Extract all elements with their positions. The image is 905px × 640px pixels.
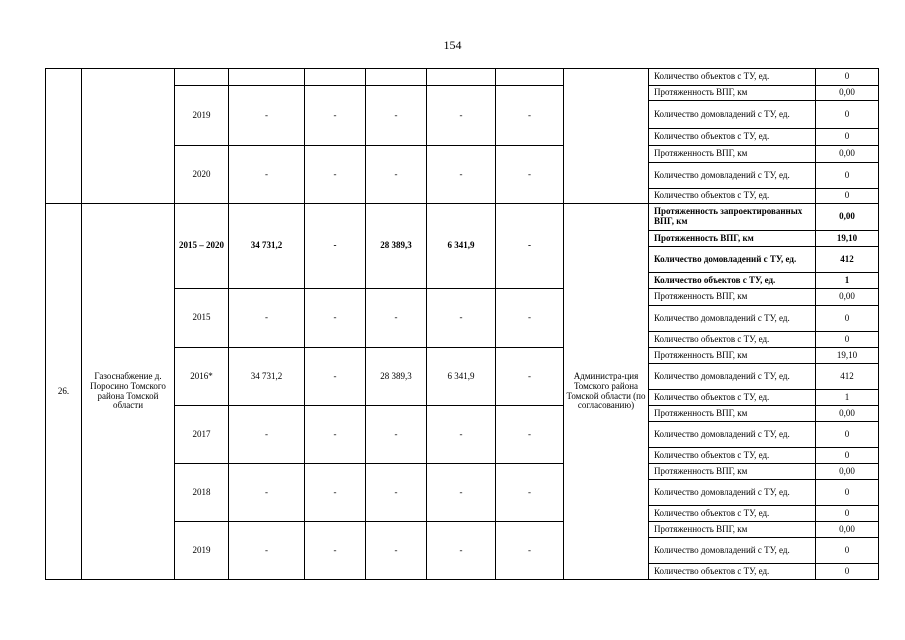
indicator-label: Количество объектов с ТУ, ед. [649,129,816,146]
indicator-value: 19,10 [816,231,879,247]
cell-period: 2016* [175,348,229,406]
cell-reg [366,69,427,86]
cell-loc: 6 341,9 [427,348,496,406]
indicator-value: 0 [816,538,879,564]
indicator-label: Количество домовладений с ТУ, ед. [649,364,816,390]
indicator-value: 0 [816,332,879,348]
cell-extra: - [496,204,564,289]
cell-extra: - [496,348,564,406]
cell-total: - [229,146,305,204]
indicator-value: 0 [816,448,879,464]
cell-extra: - [496,464,564,522]
indicator-value: 0 [816,163,879,189]
cell-reg: 28 389,3 [366,204,427,289]
cell-total [229,69,305,86]
table-row [46,204,879,231]
cell-fed: - [305,348,366,406]
page-number: 154 [443,38,462,52]
indicator-label: Количество объектов с ТУ, ед. [649,189,816,204]
cell-fed: - [305,289,366,348]
cell-extra: - [496,289,564,348]
indicator-label: Количество объектов с ТУ, ед. [649,332,816,348]
indicator-value: 0,00 [816,86,879,101]
indicator-label: Протяженность ВПГ, км [649,86,816,101]
indicator-value: 0,00 [816,289,879,306]
cell-total: 34 731,2 [229,348,305,406]
cell-period: 2017 [175,406,229,464]
cell-reg: - [366,146,427,204]
cell-customer-prev [564,69,649,204]
indicator-label: Протяженность запроектированных ВПГ, км [649,204,816,231]
cell-loc: - [427,522,496,580]
indicator-value: 0,00 [816,406,879,422]
indicator-value: 0,00 [816,204,879,231]
indicator-label: Количество объектов с ТУ, ед. [649,564,816,580]
indicator-label: Количество домовладений с ТУ, ед. [649,101,816,129]
cell-extra: - [496,146,564,204]
program-table [45,68,879,580]
cell-extra: - [496,406,564,464]
indicator-label: Протяженность ВПГ, км [649,231,816,247]
project-number: 26. [46,204,82,580]
cell-fed: - [305,204,366,289]
cell-extra: - [496,522,564,580]
cell-fed: - [305,86,366,146]
indicator-label: Протяженность ВПГ, км [649,289,816,306]
indicator-value: 0,00 [816,522,879,538]
indicator-label: Протяженность ВПГ, км [649,348,816,364]
cell-fed: - [305,406,366,464]
cell-period [175,69,229,86]
indicator-value: 0 [816,69,879,86]
indicator-label: Количество домовладений с ТУ, ед. [649,163,816,189]
indicator-value: 19,10 [816,348,879,364]
cell-loc [427,69,496,86]
cell-loc: - [427,406,496,464]
indicator-label: Протяженность ВПГ, км [649,406,816,422]
indicator-label: Протяженность ВПГ, км [649,522,816,538]
cell-extra [496,69,564,86]
cell-fed: - [305,146,366,204]
indicator-label: Количество объектов с ТУ, ед. [649,390,816,406]
indicator-label: Количество объектов с ТУ, ед. [649,448,816,464]
cell-reg: - [366,289,427,348]
indicator-value: 0 [816,480,879,506]
indicator-value: 412 [816,247,879,273]
cell-reg: - [366,86,427,146]
indicator-label: Количество домовладений с ТУ, ед. [649,247,816,273]
indicator-value: 1 [816,390,879,406]
cell-number-prev [46,69,82,204]
indicator-value: 0,00 [816,464,879,480]
indicator-label: Количество объектов с ТУ, ед. [649,506,816,522]
indicator-label: Количество объектов с ТУ, ед. [649,69,816,86]
cell-total: - [229,406,305,464]
indicator-label: Количество домовладений с ТУ, ед. [649,306,816,332]
indicator-label: Количество домовладений с ТУ, ед. [649,538,816,564]
indicator-value: 1 [816,273,879,289]
cell-loc: - [427,289,496,348]
cell-reg: - [366,406,427,464]
indicator-value: 0 [816,129,879,146]
cell-period: 2020 [175,146,229,204]
cell-period: 2015 – 2020 [175,204,229,289]
indicator-label: Количество объектов с ТУ, ед. [649,273,816,289]
cell-reg: - [366,522,427,580]
cell-reg: - [366,464,427,522]
indicator-value: 0 [816,564,879,580]
cell-fed: - [305,464,366,522]
indicator-label: Количество домовладений с ТУ, ед. [649,480,816,506]
indicator-value: 0 [816,506,879,522]
cell-period: 2019 [175,86,229,146]
cell-fed: - [305,522,366,580]
cell-period: 2015 [175,289,229,348]
project-object: Газоснабжение д. Поросино Томского района Томской области [82,204,175,580]
cell-extra: - [496,86,564,146]
cell-total: 34 731,2 [229,204,305,289]
indicator-label: Протяженность ВПГ, км [649,464,816,480]
indicator-value: 0 [816,422,879,448]
cell-total: - [229,522,305,580]
indicator-value: 0 [816,101,879,129]
indicator-value: 0,00 [816,146,879,163]
cell-total: - [229,289,305,348]
project-customer: Администра-ция Томского района Томской области (по согласованию) [564,204,649,580]
cell-object-prev [82,69,175,204]
cell-reg: 28 389,3 [366,348,427,406]
indicator-label: Количество домовладений с ТУ, ед. [649,422,816,448]
cell-loc: - [427,146,496,204]
table-row [46,69,879,86]
cell-loc: 6 341,9 [427,204,496,289]
indicator-value: 0 [816,306,879,332]
indicator-label: Протяженность ВПГ, км [649,146,816,163]
cell-total: - [229,86,305,146]
cell-loc: - [427,464,496,522]
indicator-value: 0 [816,189,879,204]
cell-total: - [229,464,305,522]
cell-fed [305,69,366,86]
cell-period: 2018 [175,464,229,522]
cell-loc: - [427,86,496,146]
indicator-value: 412 [816,364,879,390]
cell-period: 2019 [175,522,229,580]
